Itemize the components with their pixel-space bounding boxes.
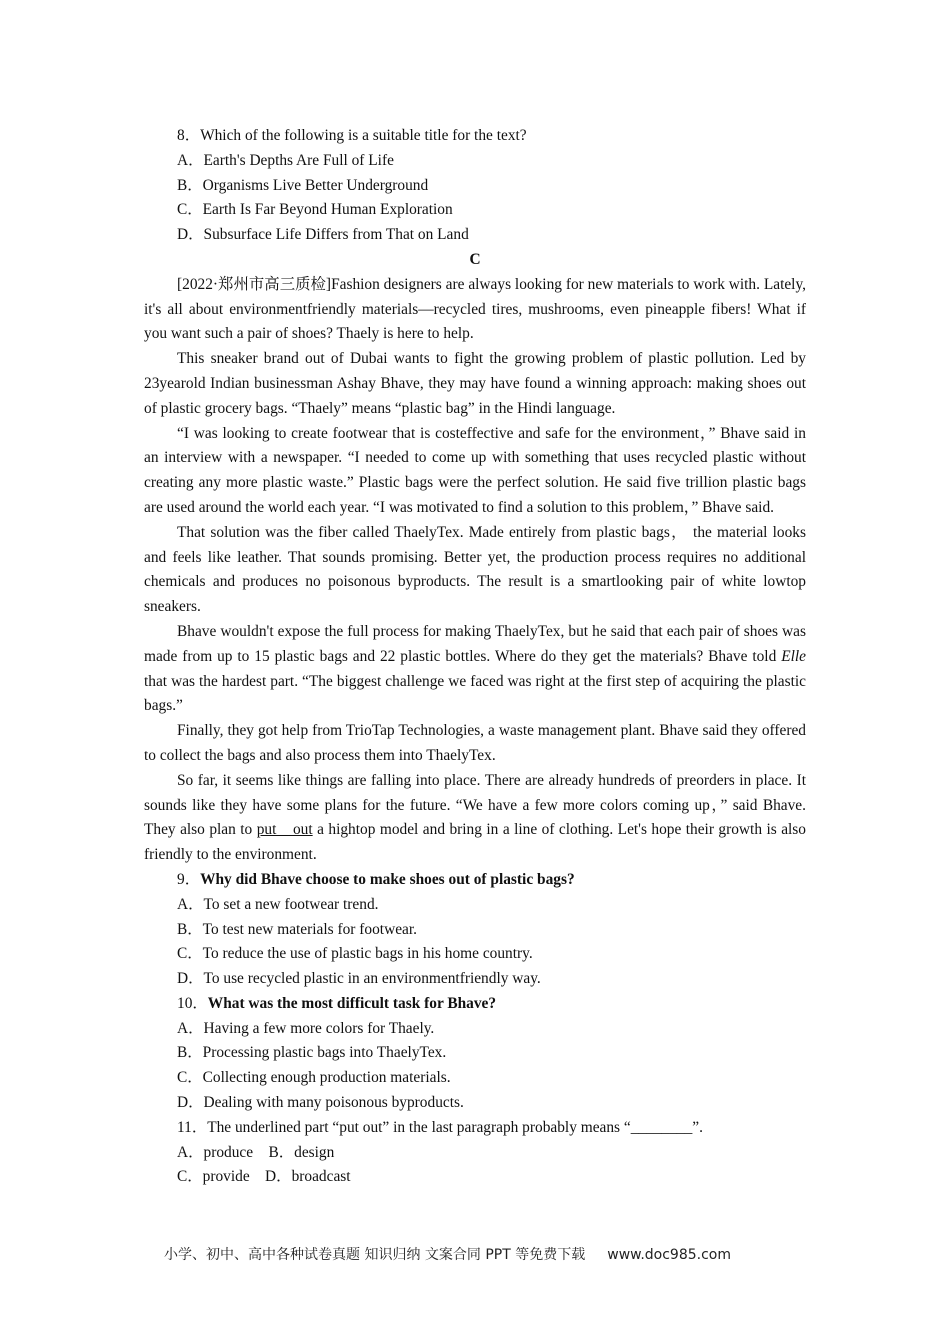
question-9-number: 9． (177, 870, 201, 888)
passage-paragraph-5-text-a: Bhave wouldn't expose the full process for making ThaelyTex, but he said that each pair of shoes was made from up to 15 plastic bags and 22 plastic bottles. Where do they get the materials? Bhave told (144, 622, 806, 665)
footer-url[interactable]: www.doc985.com (607, 1247, 731, 1263)
question-9-option-c: C．To reduce the use of plastic bags in his home country. (177, 945, 533, 963)
footer-text: 小学、初中、高中各种试卷真题 知识归纳 文案合同 PPT 等免费下载 (164, 1247, 586, 1263)
question-10-option-a: A．Having a few more colors for Thaely. (177, 1019, 435, 1037)
question-9-option-a: A．To set a new footwear trend. (177, 895, 379, 913)
question-10-stem (144, 992, 806, 1017)
question-10-option-b: B．Processing plastic bags into ThaelyTex. (177, 1044, 447, 1062)
passage-paragraph-6: Finally, they got help from TrioTap Technologies, a waste management plant. Bhave said they offered to collect the bags and also process them into ThaelyTex. (144, 722, 806, 764)
question-11-options-row-1: A．produce B．design (177, 1143, 335, 1161)
page-footer (164, 1244, 804, 1264)
question-9-option-b: B．To test new materials for footwear. (177, 920, 417, 938)
question-8-option-d: D．Subsurface Life Differs from That on Land (177, 226, 469, 244)
question-9-text: Why did Bhave choose to make shoes out of plastic bags? (200, 870, 575, 888)
question-10-number: 10． (177, 994, 208, 1012)
question-8-option-a: A．Earth's Depths Are Full of Life (177, 151, 394, 169)
question-11-options-row-2: C．provide D．broadcast (177, 1168, 351, 1186)
passage-paragraph-5-text-b: that was the hardest part. “The biggest challenge we faced was right at the first step of acquiring the plastic bags.” (144, 672, 806, 715)
passage-source: [2022·郑州市高三质检] (177, 275, 332, 293)
passage-paragraph-1 (144, 273, 806, 347)
passage-paragraph-5 (144, 620, 806, 719)
passage-paragraph-4: That solution was the fiber called ThaelyTex. Made entirely from plastic bags， the material looks and feels like leather. That sounds promising. Better yet, the production process requires no additional chemicals and produces no poisonous byproducts. The result is a smartlooking pair of white lowtop sneakers. (144, 523, 806, 616)
passage-paragraph-7-text-b: a hightop model and bring in a line of clothing. Let's hope their growth is also friendly to the environment. (144, 821, 806, 864)
document-content (144, 124, 806, 1190)
question-8-option-b: B．Organisms Live Better Underground (177, 176, 429, 194)
question-10-text: What was the most difficult task for Bhave? (207, 994, 497, 1012)
question-11-stem: 11．The underlined part “put out” in the last paragraph probably means “________”. (177, 1118, 703, 1136)
question-10-option-d: D．Dealing with many poisonous byproducts. (177, 1094, 464, 1112)
question-8-stem: 8．Which of the following is a suitable title for the text? (177, 127, 527, 144)
question-9-stem (144, 868, 806, 893)
underlined-phrase: put out (256, 821, 313, 839)
magazine-name: Elle (781, 647, 806, 665)
passage-paragraph-2: This sneaker brand out of Dubai wants to fight the growing problem of plastic pollution. Led by 23yearold Indian businessman Ashay Bhave, they may have found a winning approach: making shoes out of plastic grocery bags. “Thaely” means “plastic bag” in the Hindi language. (144, 350, 806, 417)
passage-paragraph-3: “I was looking to create footwear that is costeffective and safe for the environment，” Bhave said in an interview with a newspaper. “I needed to come up with something that uses recycled plastic without creating any more plastic waste.” Plastic bags were the perfect solution. He said five trillion plastic bags are used around the world each year. “I was motivated to find a solution to this problem，” Bhave said. (144, 424, 806, 516)
question-8-option-c: C．Earth Is Far Beyond Human Exploration (177, 201, 453, 219)
question-9-option-d: D．To use recycled plastic in an environmentfriendly way. (177, 970, 541, 988)
passage-paragraph-1-text: Fashion designers are always looking for new materials to work with. Lately, it's all about environmentfriendly materials—recycled tires, mushrooms, even pineapple fibers! What if you want such a pair of shoes? Thaely is here to help. (144, 275, 806, 343)
passage-paragraph-7-text-a: So far, it seems like things are falling into place. There are already hundreds of preorders in place. It sounds like they have some plans for the future. “We have a few more colors coming up，” said Bhave. They also plan to (144, 771, 806, 839)
section-heading: C (469, 250, 481, 268)
question-10-option-c: C．Collecting enough production materials. (177, 1069, 451, 1087)
passage-paragraph-7 (144, 769, 806, 868)
